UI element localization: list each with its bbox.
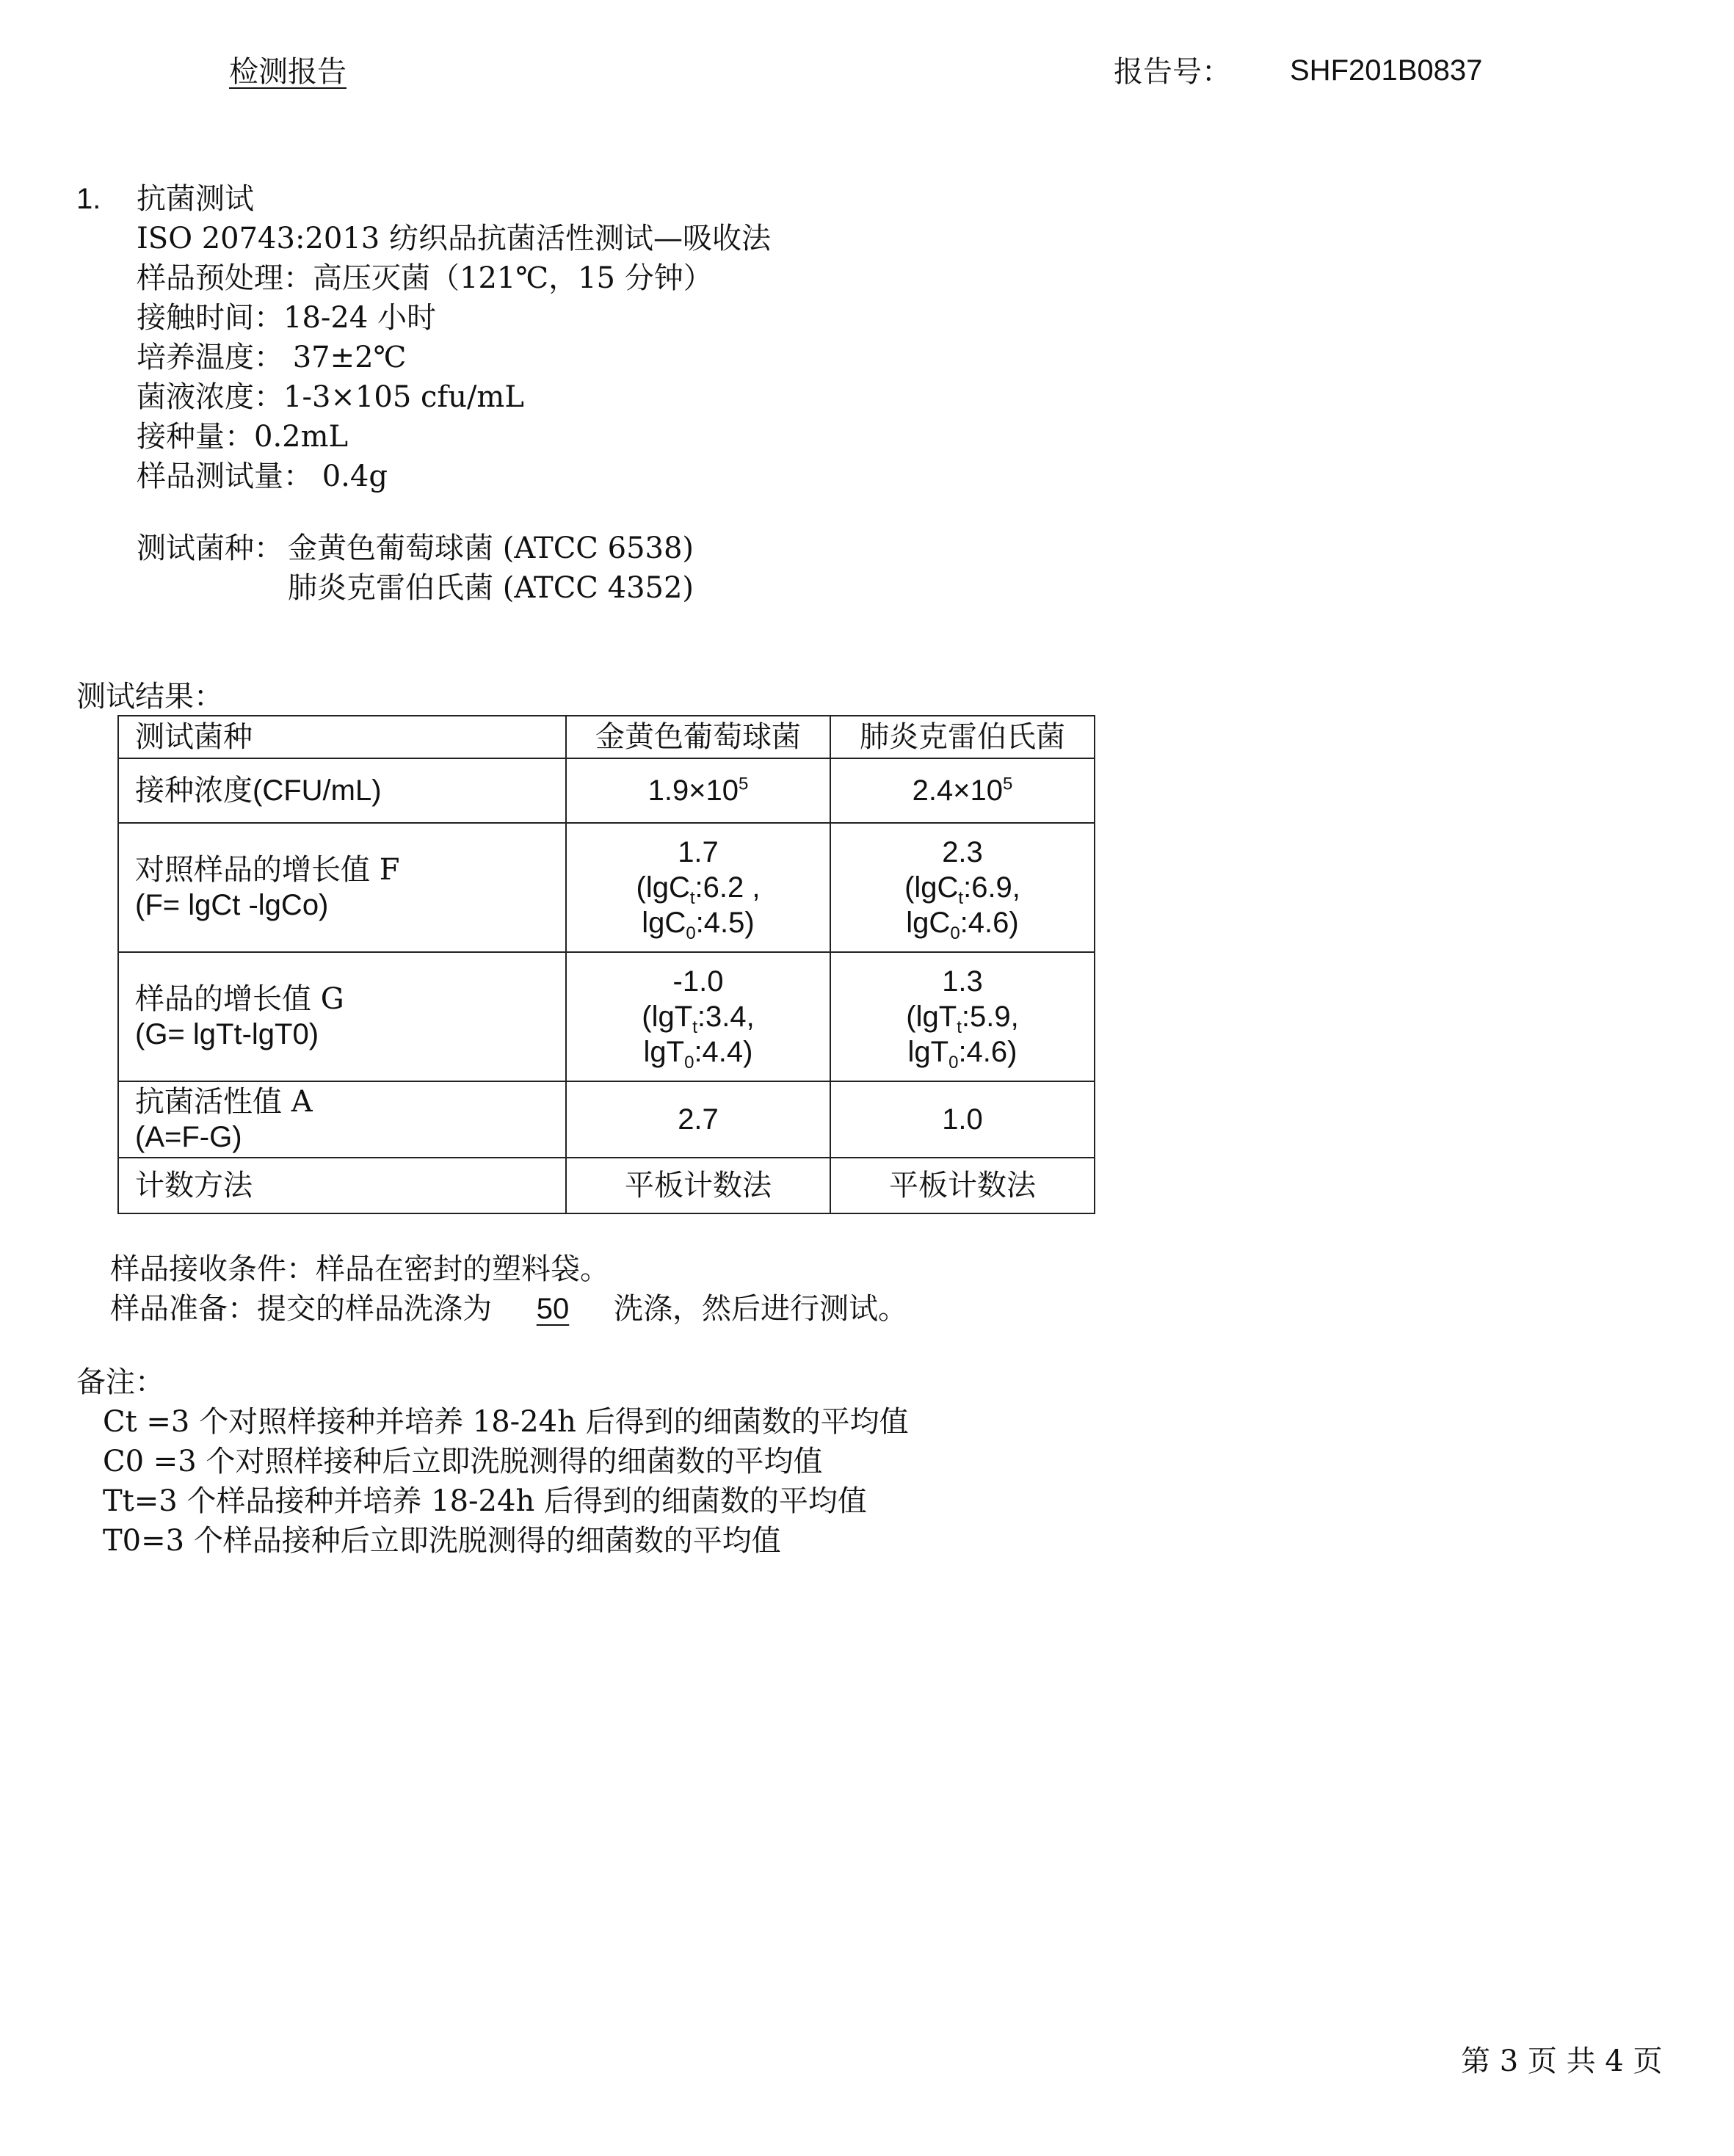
pretreatment: 样品预处理：高压灭菌（121℃，15 分钟） [137,261,713,295]
sample-amount: 样品测试量： 0.4g [137,460,388,493]
activity-value-2: 1.0 [830,1081,1095,1158]
strain-1: 金黄色葡萄球菌 (ATCC 6538) [288,531,694,565]
activity-value-1: 2.7 [566,1081,830,1158]
inoculum-concentration: 菌液浓度：1-3×105 cfu/mL [137,380,524,414]
inoculum-value-2: $2.4\times 10^5$ [830,758,1095,823]
report-title: 检测报告 [229,55,347,89]
table-row [118,1081,1095,1158]
method-value-2: 平板计数法 [830,1158,1095,1213]
row-label: 计数方法 [118,1158,566,1213]
note-line: Ct =3 个对照样接种并培养 18-24h 后得到的细菌数的平均值 [103,1405,909,1439]
header-cell: 金黄色葡萄球菌 [566,716,830,758]
contact-time: 接触时间：18-24 小时 [137,301,437,335]
note-line: C0 =3 个对照样接种后立即洗脱测得的细菌数的平均值 [103,1445,823,1478]
incubation-temperature: 培养温度： 37±2℃ [137,341,407,374]
control-growth-2: 2.3 (lgC$_t$:6.9, lgC$_0$:4.6) [830,823,1095,952]
receipt-condition: 样品接收条件：样品在密封的塑料袋。 [110,1252,609,1286]
section-title: 抗菌测试 [137,182,254,216]
table-row [118,1158,1095,1213]
page-number: 第 3 页 共 4 页 [1461,2044,1663,2078]
report-number-label: 报告号： [1114,55,1231,89]
header-cell: 测试菌种 [118,716,566,758]
sample-growth-2: 1.3 (lgT$_t$:5.9, lgT$_0$:4.6) [830,952,1095,1081]
wash-cycles: 50 [536,1293,570,1325]
results-label: 测试结果： [76,680,223,714]
row-label: 样品的增长值 G (G= lgTt-lgT0) [118,952,566,1081]
test-method: ISO 20743:2013 纺织品抗菌活性测试—吸收法 [137,222,771,255]
notes-label: 备注： [76,1365,164,1399]
method-value-1: 平板计数法 [566,1158,830,1213]
inoculum-value-1: $1.9\times 10^5$ [566,758,830,823]
table-header-row [118,716,1095,758]
strain-label: 测试菌种： [137,531,283,565]
note-line: T0=3 个样品接种后立即洗脱测得的细菌数的平均值 [103,1524,781,1558]
row-label: 对照样品的增长值 F (F= lgCt -lgCo) [118,823,566,952]
table-row [118,952,1095,1081]
row-label: 接种浓度(CFU/mL) [118,758,566,823]
sample-preparation: 样品准备：提交的样品洗涤为 50 洗涤，然后进行测试。 [110,1289,907,1329]
note-line: Tt=3 个样品接种并培养 18-24h 后得到的细菌数的平均值 [103,1484,867,1518]
strain-2: 肺炎克雷伯氏菌 (ATCC 4352) [288,571,694,605]
sample-growth-1: -1.0 (lgT$_t$:3.4, lgT$_0$:4.4) [566,952,830,1081]
results-table [117,715,1095,1214]
table-row [118,758,1095,823]
control-growth-1: 1.7 (lgC$_t$:6.2 , lgC$_0$:4.5) [566,823,830,952]
inoculum-volume: 接种量：0.2mL [137,420,349,454]
section-number: 1. [76,183,101,215]
header-cell: 肺炎克雷伯氏菌 [830,716,1095,758]
table-row [118,823,1095,952]
report-number: SHF201B0837 [1290,54,1483,87]
row-label: 抗菌活性值 A (A=F-G) [118,1081,566,1158]
